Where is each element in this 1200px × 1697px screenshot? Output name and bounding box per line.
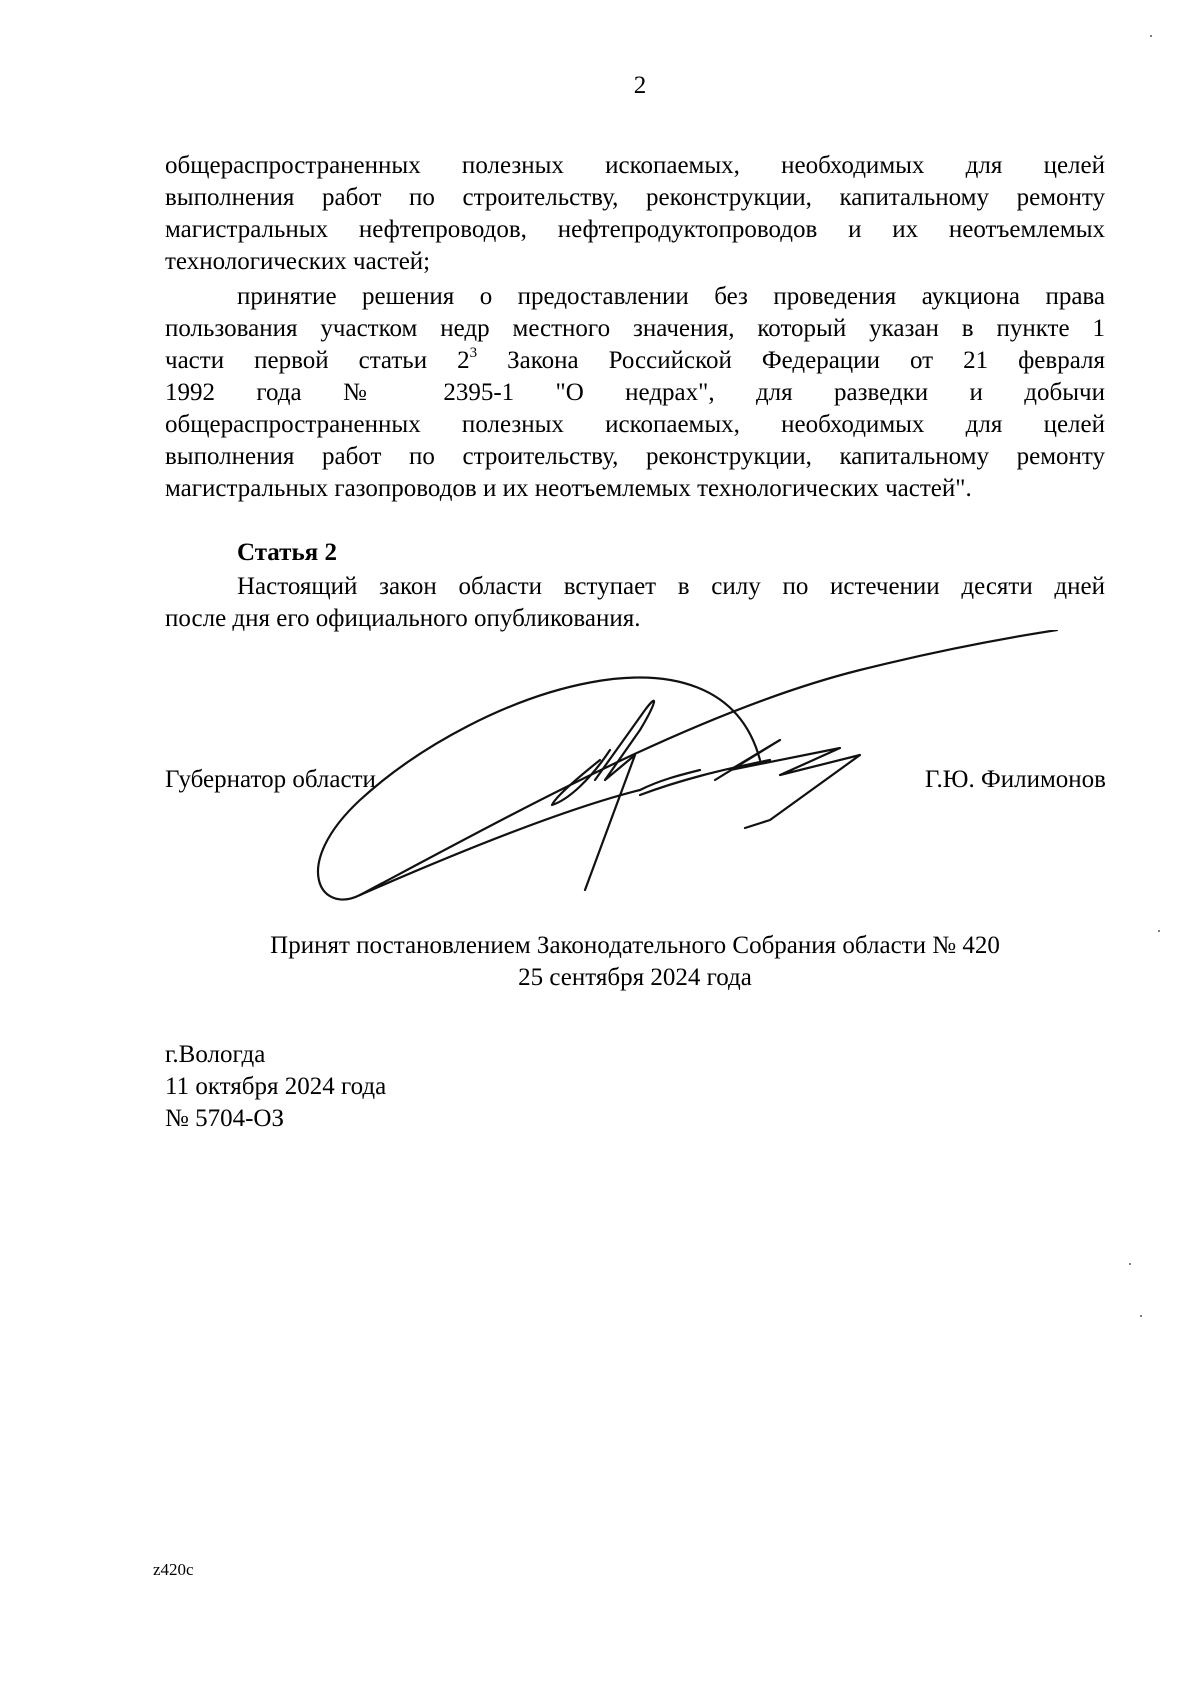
signing-date: 11 октября 2024 года — [165, 1073, 387, 1100]
paragraph-1-line: выполнения работ по строительству, реконструкции, капитальному ремонту — [165, 184, 1105, 211]
law-number: № 5704-ОЗ — [165, 1105, 285, 1132]
scan-speck — [1140, 1315, 1142, 1317]
adoption-line: Принят постановлением Законодательного Собрания области № 420 — [270, 932, 1000, 959]
governor-title: Губернатор области — [165, 766, 376, 793]
paragraph-2-line: магистральных газопроводов и их неотъемлемых технологических частей". — [165, 475, 972, 502]
paragraph-1-line: магистральных нефтепроводов, нефтепродуктопроводов и их неотъемлемых — [165, 216, 1105, 243]
page-number: 2 — [633, 72, 647, 99]
paragraph-2-line: выполнения работ по строительству, реконструкции, капитальному ремонту — [165, 443, 1105, 470]
paragraph-2-line-with-superscript — [165, 345, 1105, 378]
superscript: 3 — [469, 345, 478, 361]
paragraph-2-line: принятие решения о предоставлении без проведения аукциона права — [237, 283, 1105, 310]
article-2-line: Настоящий закон области вступает в силу по истечении десяти дней — [237, 573, 1105, 600]
paragraph-1-line: общераспространенных полезных ископаемых, необходимых для целей — [165, 152, 1105, 179]
paragraph-2-text: Закона Российской Федерации от 21 февраля — [477, 347, 1106, 374]
signer-name: Г.Ю. Филимонов — [924, 766, 1106, 793]
paragraph-1-line: технологических частей; — [165, 248, 431, 275]
paragraph-2-line: общераспространенных полезных ископаемых, необходимых для целей — [165, 411, 1105, 438]
paragraph-2-line: пользования участком недр местного значения, который указан в пункте 1 — [165, 315, 1105, 342]
paragraph-2-line: 1992 года № 2395-1 "О недрах", для разведки и добычи — [165, 379, 1105, 406]
scan-speck — [1129, 1263, 1131, 1265]
scan-speck — [1158, 930, 1160, 932]
city: г.Вологда — [165, 1041, 266, 1068]
handwritten-signature — [300, 630, 1060, 930]
footer-code: z420c — [153, 1560, 194, 1579]
adoption-date: 25 сентября 2024 года — [518, 964, 752, 991]
article-heading: Статья 2 — [237, 539, 337, 566]
paragraph-2-text: части первой статьи 2 — [165, 347, 470, 374]
scan-speck — [1150, 35, 1152, 37]
article-2-line: после дня его официального опубликования. — [165, 605, 641, 632]
